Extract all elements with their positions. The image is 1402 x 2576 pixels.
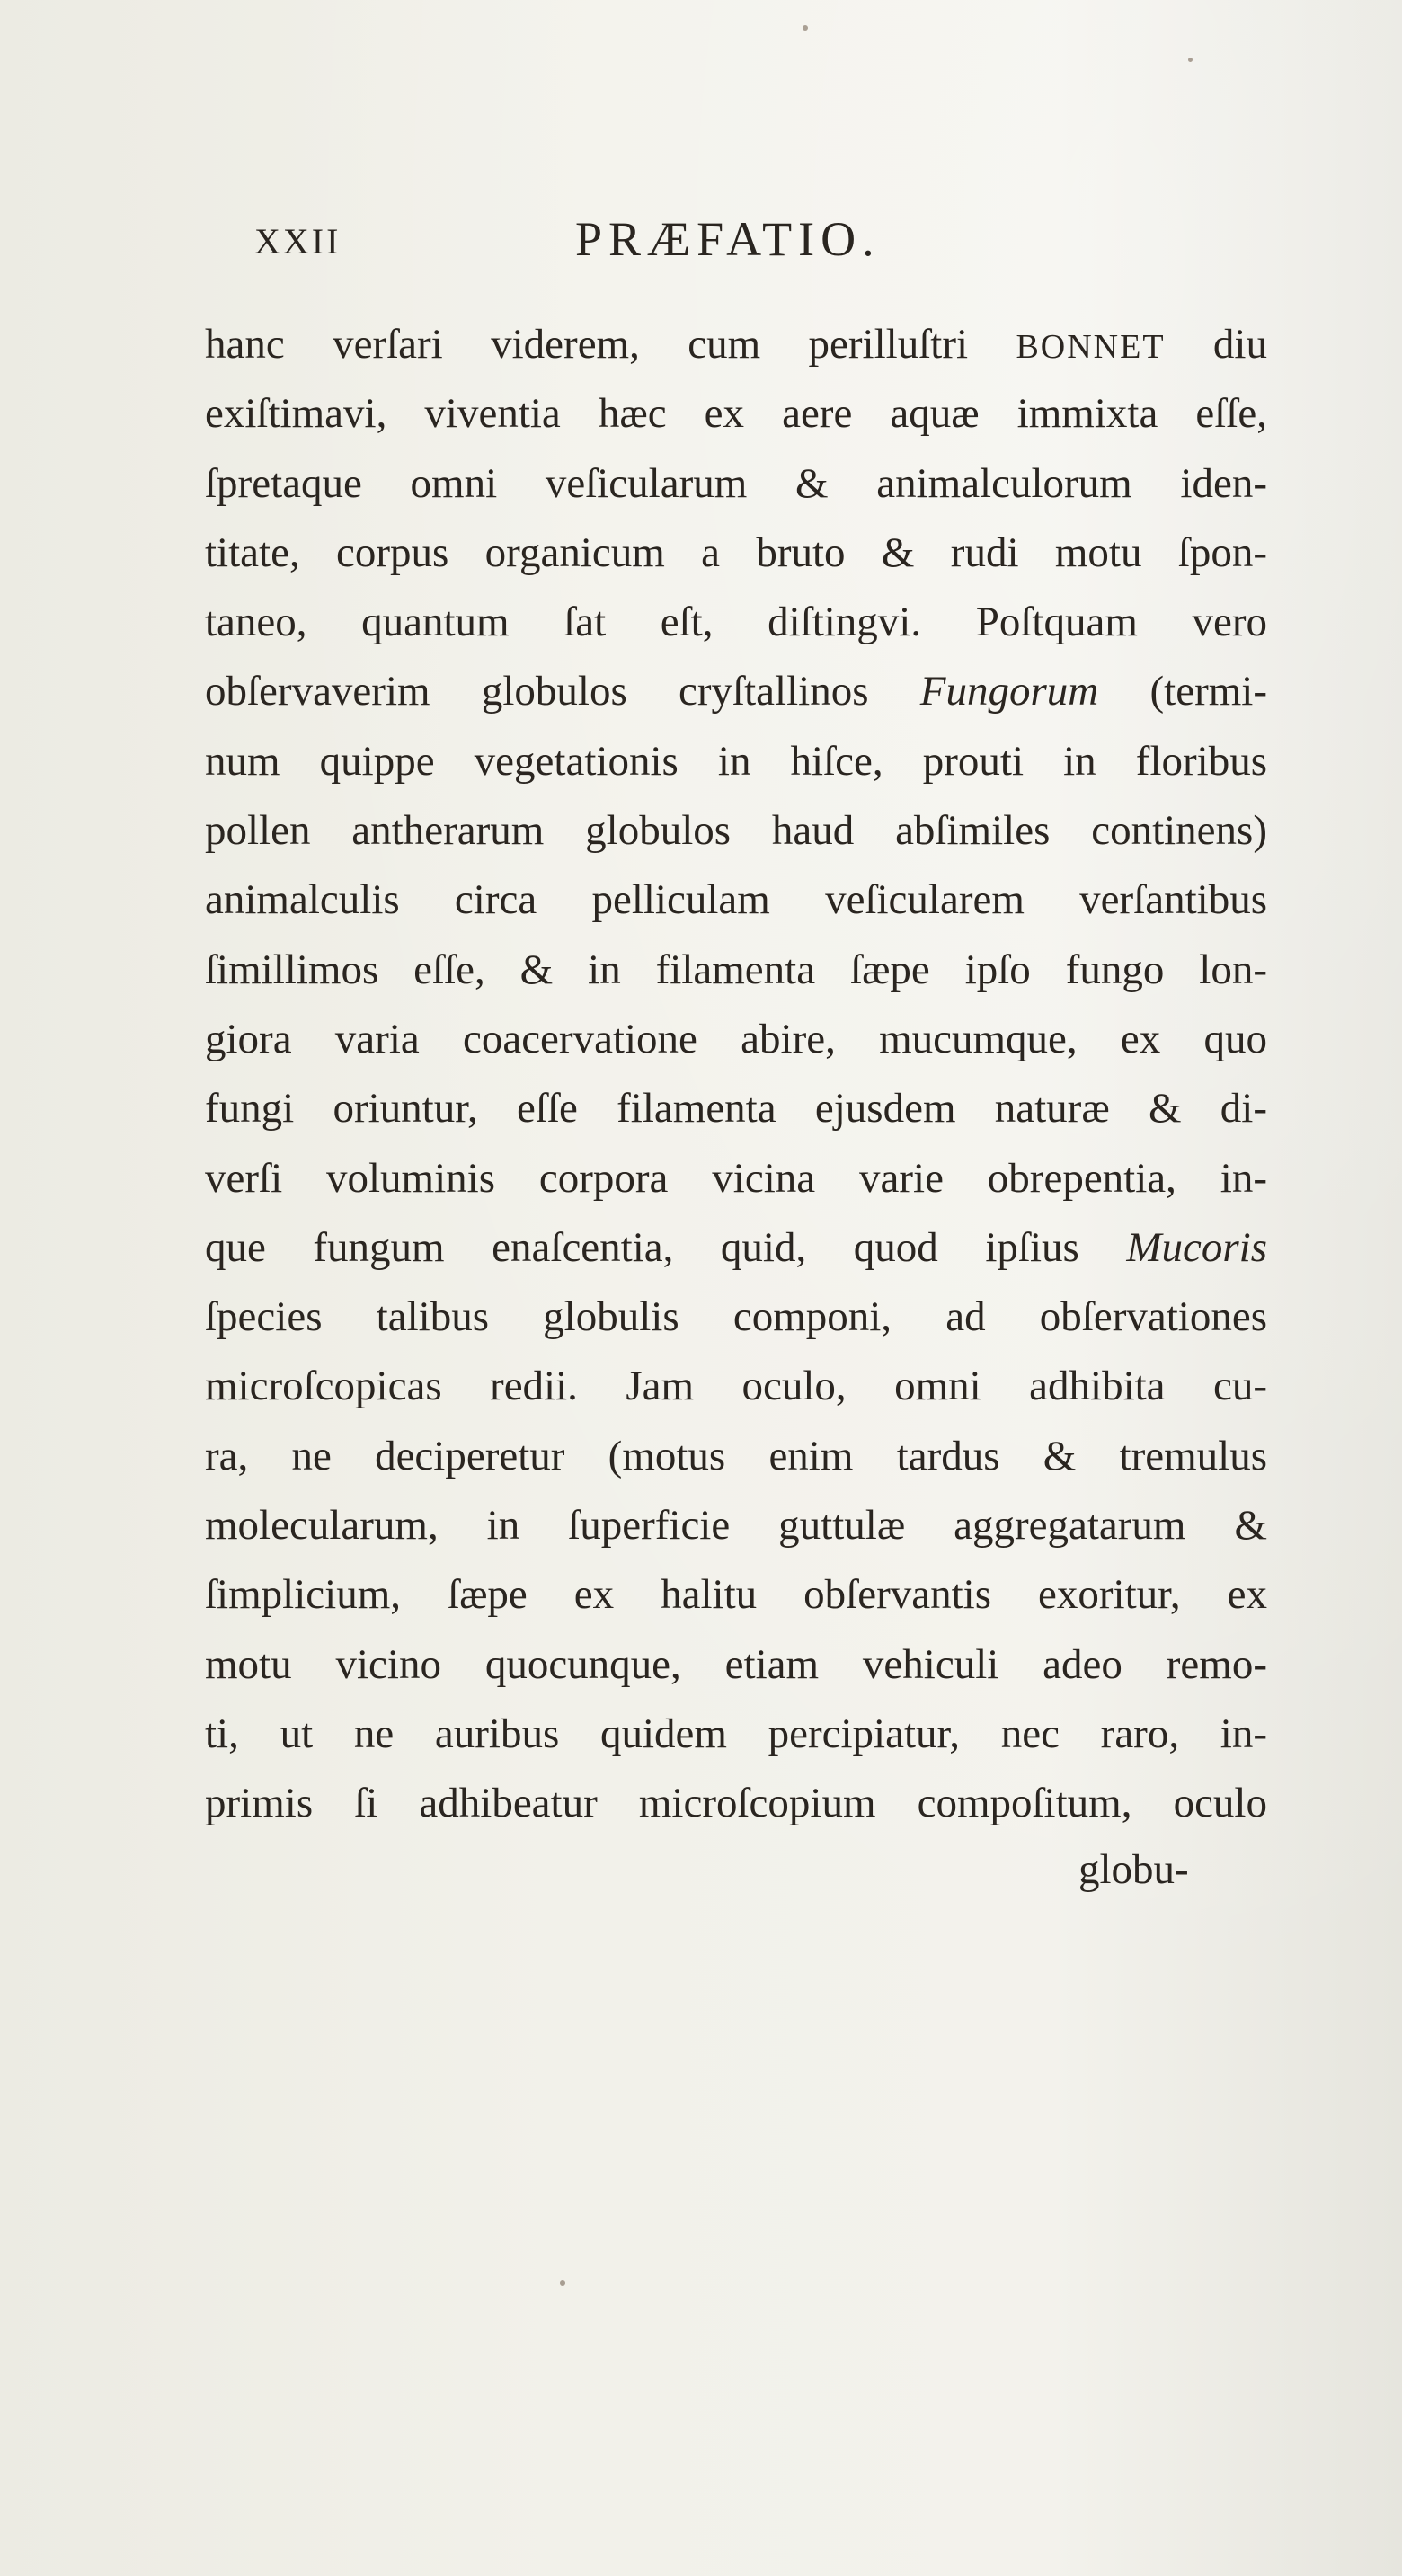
text-line: giora varia coacervatione abire, mucumque, ex quo — [205, 1015, 1267, 1062]
running-title: PRÆFATIO. — [575, 212, 881, 266]
text-line: verſi voluminis corpora vicina varie obrepentia, in- — [205, 1154, 1267, 1202]
text-line: animalculis circa pelliculam veſicularem verſantibus — [205, 876, 1267, 924]
ink-speck — [803, 25, 808, 31]
text-line: fungi oriuntur, eſſe filamenta ejusdem naturæ & di- — [205, 1085, 1267, 1133]
text-line: ſpecies talibus globulis componi, ad obſervationes — [205, 1293, 1267, 1341]
ink-speck — [1188, 58, 1193, 62]
text-line: titate, corpus organicum a bruto & rudi motu ſpon- — [205, 529, 1267, 576]
body-text — [205, 310, 1267, 1839]
text-line: ſimillimos eſſe, & in filamenta ſæpe ipſo fungo lon- — [205, 946, 1267, 993]
text-line: microſcopicas redii. Jam oculo, omni adhibita cu- — [205, 1363, 1267, 1410]
text-line: molecularum, in ſuperficie guttulæ aggregatarum & — [205, 1502, 1267, 1550]
text-line: ſimplicium, ſæpe ex halitu obſervantis exoritur, ex — [205, 1571, 1267, 1619]
emphasized-word: BONNET — [1016, 328, 1166, 366]
text-line: ra, ne deciperetur (motus enim tardus & tremulus — [205, 1432, 1267, 1479]
text-line: num quippe vegetationis in hiſce, prouti in floribus — [205, 737, 1267, 785]
text-line: primis ſi adhibeatur microſcopium compoſitum, oculo — [205, 1780, 1267, 1827]
text-line: ſpretaque omni veſicularum & animalculorum iden- — [205, 459, 1267, 507]
emphasized-word: Fungorum — [919, 668, 1099, 715]
text-line: taneo, quantum ſat eſt, diſtingvi. Poſtquam vero — [205, 599, 1267, 646]
text-line: pollen antherarum globulos haud abſimiles continens) — [205, 807, 1267, 855]
text-line: hanc verſari viderem, cum perilluſtri BONNET diu — [205, 321, 1267, 368]
emphasized-word: Mucoris — [1126, 1223, 1267, 1271]
catchword: globu- — [1078, 1846, 1189, 1893]
ink-speck — [560, 2280, 565, 2286]
text-line: exiſtimavi, viventia hæc ex aere aquæ immixta eſſe, — [205, 390, 1267, 438]
text-line: obſervaverim globulos cryſtallinos Fungorum (termi- — [205, 668, 1267, 715]
page-number: XXII — [254, 221, 342, 262]
text-line: que fungum enaſcentia, quid, quod ipſius Mucoris — [205, 1223, 1267, 1271]
text-line: ti, ut ne auribus quidem percipiatur, nec raro, in- — [205, 1710, 1267, 1757]
text-line: motu vicino quocunque, etiam vehiculi adeo remo- — [205, 1640, 1267, 1688]
page-header — [0, 211, 1402, 274]
